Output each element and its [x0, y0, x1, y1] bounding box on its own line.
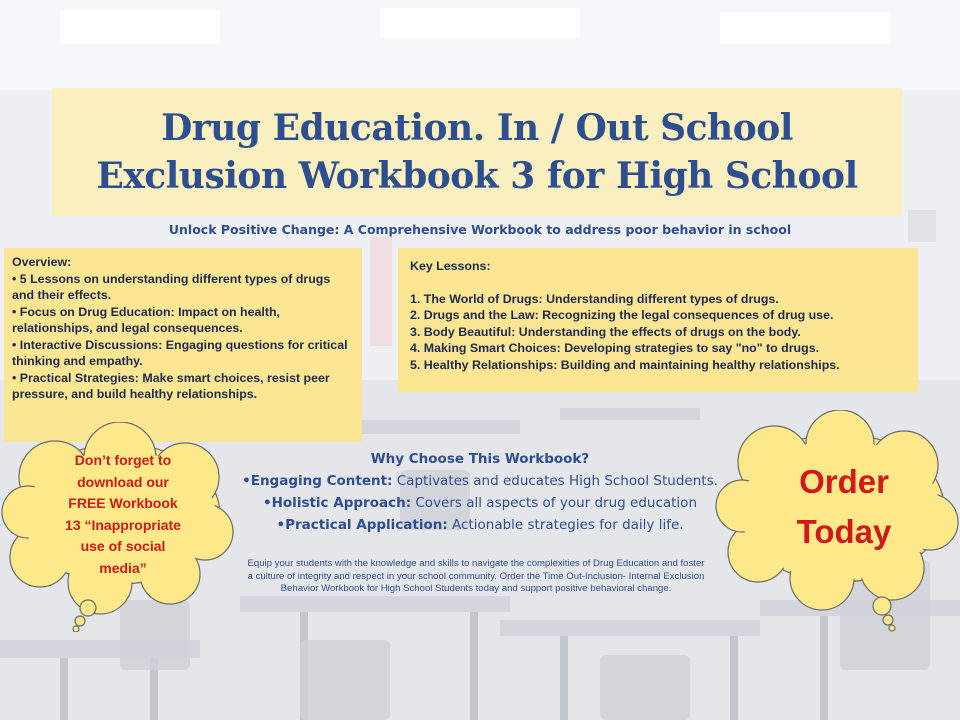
title-line-2: Exclusion Workbook 3 for High School — [96, 155, 858, 197]
closing-paragraph: Equip your students with the knowledge and skills to navigate the complexities of Drug Education and foster a culture of integrity and respect in your school community. Order the Time Out-Inclusion- Internal Exclusion Behavior Workbook for High School Students today and support positive behavioral change. — [247, 558, 705, 594]
cloud-line: Don’t forget to — [74, 452, 172, 468]
cloud-line: download our — [77, 473, 169, 490]
overview-item: • Practical Strategies: Make smart choices, resist peer pressure, and build healthy relationships. — [12, 370, 330, 401]
key-lessons-heading: Key Lessons: — [410, 259, 491, 273]
title-line-1: Drug Education. In / Out School — [161, 107, 793, 149]
overview-heading: Overview: — [12, 255, 72, 269]
overview-item: • Interactive Discussions: Engaging questions for critical thinking and empathy. — [12, 337, 348, 368]
why-point-label: •Holistic Approach: — [262, 495, 412, 511]
page-title — [52, 104, 902, 200]
why-point-text: Captivates and educates High School Students. — [392, 473, 718, 489]
why-point — [210, 514, 750, 536]
why-choose-section — [210, 448, 750, 536]
spacer — [410, 275, 906, 291]
overview-item: • Focus on Drug Education: Impact on health, relationships, and legal consequences. — [12, 304, 280, 335]
lesson-item: 2. Drugs and the Law: Recognizing the legal consequences of drug use. — [410, 308, 834, 322]
cloud-line: 13 “Inappropriate — [65, 516, 181, 533]
why-point-label: •Engaging Content: — [242, 473, 393, 489]
cloud-line: media” — [99, 559, 147, 576]
order-today-button[interactable] — [746, 457, 942, 557]
overview-panel — [4, 248, 362, 442]
order-line: Order — [799, 463, 889, 500]
key-lessons-panel — [398, 248, 918, 392]
why-heading: Why Choose This Workbook? — [370, 451, 590, 467]
lesson-item: 1. The World of Drugs: Understanding different types of drugs. — [410, 291, 779, 306]
overview-item: • 5 Lessons on understanding different types of drugs and their effects. — [12, 271, 331, 302]
why-point — [210, 470, 750, 492]
cloud-line: use of social — [80, 538, 166, 554]
order-line: Today — [796, 513, 892, 550]
why-point-text: Covers all aspects of your drug education — [411, 495, 697, 511]
why-point — [210, 492, 750, 514]
why-point-text: Actionable strategies for daily life. — [447, 517, 684, 533]
lesson-item: 5. Healthy Relationships: Building and maintaining healthy relationships. — [410, 357, 840, 372]
lesson-item: 4. Making Smart Choices: Developing strategies to say "no" to drugs. — [410, 341, 820, 355]
why-point-label: •Practical Application: — [276, 517, 448, 533]
lesson-item: 3. Body Beautiful: Understanding the effects of drugs on the body. — [410, 324, 801, 339]
cloud-line: FREE Workbook — [68, 495, 178, 511]
free-workbook-text[interactable] — [28, 450, 218, 579]
subtitle: Unlock Positive Change: A Comprehensive Workbook to address poor behavior in school — [168, 222, 792, 237]
